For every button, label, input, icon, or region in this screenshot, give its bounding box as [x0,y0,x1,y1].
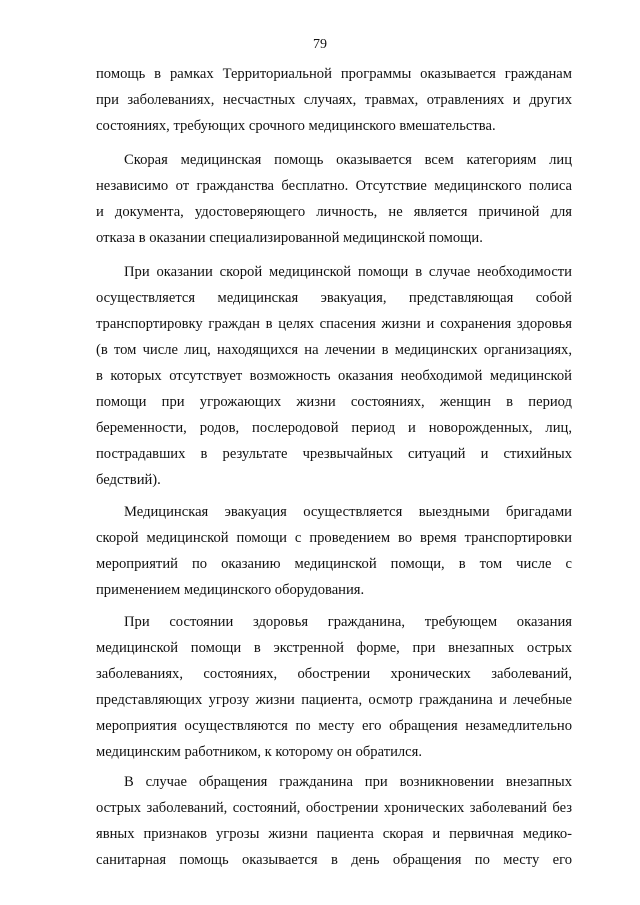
text-line: В случае обращения гражданина при возникновении внезапных [124,774,572,790]
text-line: При оказании скорой медицинской помощи в случае необходимости [124,264,572,280]
text-line: состояниях, требующих срочного медицинского вмешательства. [96,118,496,134]
text-line: представляющих угрозу жизни пациента, осмотр гражданина и лечебные [96,692,572,708]
text-line: при заболеваниях, несчастных случаях, травмах, отравлениях и других [96,92,572,108]
text-line: независимо от гражданства бесплатно. Отсутствие медицинского полиса [96,178,572,194]
text-line: применением медицинского оборудования. [96,582,365,598]
text-line: санитарная помощь оказывается в день обращения по месту его [96,852,572,868]
page-number: 79 [313,37,327,52]
text-line: заболеваниях, состояниях, обострении хронических заболеваний, [96,666,572,682]
text-line: пострадавших в результате чрезвычайных ситуаций и стихийных [96,446,572,462]
text-line: При состоянии здоровья гражданина, требующем оказания [124,614,572,630]
text-line: в которых отсутствует возможность оказания необходимой медицинской [96,368,572,384]
text-line: Скорая медицинская помощь оказывается всем категориям лиц [124,152,572,168]
text-line: бедствий). [96,472,161,488]
text-line: беременности, родов, послеродовой период и новорожденных, лиц, [96,420,572,436]
text-line: острых заболеваний, состояний, обострении хронических заболеваний без [96,800,572,816]
text-line: Медицинская эвакуация осуществляется выездными бригадами [124,504,572,520]
text-line: помощи при угрожающих жизни состояниях, женщин в период [96,394,572,410]
text-line: помощь в рамках Территориальной программы оказывается гражданам [96,66,572,82]
text-line: мероприятий по оказанию медицинской помощи, в том числе с [96,556,572,572]
text-line: медицинским работником, к которому он обратился. [96,744,422,760]
text-line: осуществляется медицинская эвакуация, представляющая собой [96,290,572,306]
text-line: явных признаков угрозы жизни пациента скорая и первичная медико- [96,826,572,842]
text-line: отказа в оказании специализированной медицинской помощи. [96,230,483,246]
text-line: медицинской помощи в экстренной форме, при внезапных острых [96,640,572,656]
text-line: и документа, удостоверяющего личность, не является причиной для [96,204,572,220]
text-line: транспортировку граждан в целях спасения жизни и сохранения здоровья [96,316,572,332]
text-line: скорой медицинской помощи с проведением во время транспортировки [96,530,572,546]
text-line: (в том числе лиц, находящихся на лечении в медицинских организациях, [96,342,572,358]
text-line: мероприятия осуществляются по месту его обращения незамедлительно [96,718,572,734]
